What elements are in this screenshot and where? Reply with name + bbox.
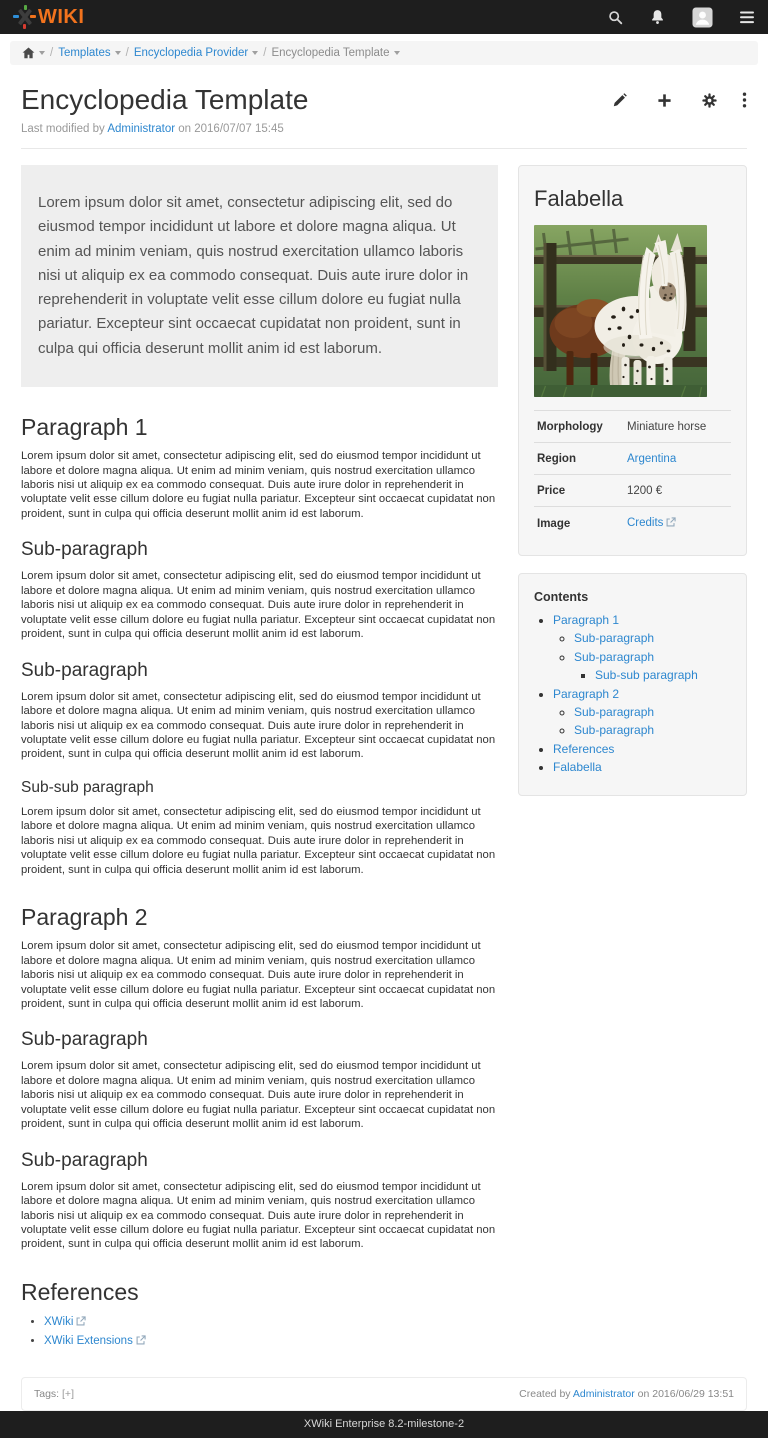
created-user-link[interactable]: Administrator xyxy=(572,1387,635,1400)
xwiki-logo-text: WIKI xyxy=(38,6,85,28)
external-link-icon xyxy=(666,518,676,530)
breadcrumb-separator: / xyxy=(263,47,267,59)
list-item xyxy=(44,1315,498,1331)
list-item xyxy=(553,687,731,738)
breadcrumb xyxy=(10,41,758,65)
section-paragraph-2 xyxy=(21,904,498,1011)
toc-list xyxy=(534,613,731,775)
toc-link-falabella[interactable]: Falabella xyxy=(553,760,602,775)
toc-link-sub-paragraph[interactable]: Sub-paragraph xyxy=(574,649,655,664)
tags-line xyxy=(34,1388,74,1400)
row-label: Region xyxy=(537,453,576,465)
falabella-infobox xyxy=(518,165,747,556)
table-row xyxy=(534,410,731,442)
list-item xyxy=(574,723,731,737)
xwiki-logo-x-icon xyxy=(13,5,37,29)
reference-link-xwiki[interactable]: XWiki xyxy=(44,1315,74,1328)
document-body xyxy=(21,165,498,1353)
last-modified-line xyxy=(21,123,747,135)
section-heading: Sub-sub paragraph xyxy=(21,778,154,796)
table-row xyxy=(534,506,731,539)
section-heading: Sub-paragraph xyxy=(21,1149,148,1171)
xwiki-logo[interactable] xyxy=(13,5,84,29)
section-heading: Sub-paragraph xyxy=(21,539,148,561)
breadcrumb-item-encyclopedia-provider[interactable]: Encyclopedia Provider xyxy=(133,47,249,59)
main-content xyxy=(0,65,768,1411)
toc-link-sub-paragraph[interactable]: Sub-paragraph xyxy=(574,704,655,719)
section-references xyxy=(21,1279,498,1350)
section-heading: Sub-paragraph xyxy=(21,659,148,681)
breadcrumb-separator: / xyxy=(50,47,54,59)
row-label: Image xyxy=(537,517,571,530)
modified-suffix: on 2016/07/07 15:45 xyxy=(175,123,284,135)
created-suffix: on 2016/06/29 13:51 xyxy=(634,1387,734,1400)
list-item xyxy=(574,631,731,645)
list-item xyxy=(553,742,731,756)
breadcrumb-item-encyclopedia-template: Encyclopedia Template xyxy=(271,47,390,59)
add-tag-button[interactable]: [+] xyxy=(62,1387,74,1400)
section-text: Lorem ipsum dolor sit amet, consectetur adipiscing elit, sed do eiusmod tempor incididunt ut labore et dolore magna aliqua. Ut enim ad minim veniam, quis nostrud exercitation ullamco laboris nisi ut aliquip ex ea commodo consequat. Duis aute irure dolor in reprehenderit in voluptate velit esse cillum dolore eu fugiat nulla pariatur. Excepteur sint occaecat cupidatat non proident, sunt in culpa qui officia deserunt mollit anim id est laborum. xyxy=(21,940,496,1010)
section-sub-sub-paragraph xyxy=(21,779,498,877)
created-prefix: Created by xyxy=(519,1387,573,1400)
breadcrumb-separator: / xyxy=(125,47,129,59)
created-line xyxy=(519,1388,734,1400)
notifications-bell-icon[interactable] xyxy=(650,9,665,25)
caret-down-icon[interactable] xyxy=(394,51,400,55)
section-text: Lorem ipsum dolor sit amet, consectetur adipiscing elit, sed do eiusmod tempor incididunt ut labore et dolore magna aliqua. Ut enim ad minim veniam, quis nostrud exercitation ullamco laboris nisi ut aliquip ex ea commodo consequat. Duis aute irure dolor in reprehenderit in voluptate velit esse cillum dolore eu fugiat nulla pariatur. Excepteur sint occaecat cupidatat non proident, sunt in culpa qui officia deserunt mollit anim id est laborum. xyxy=(21,1180,496,1251)
toc-link-references[interactable]: References xyxy=(553,741,615,756)
credits-link[interactable]: Credits xyxy=(627,517,664,529)
toc-link-paragraph-2[interactable]: Paragraph 2 xyxy=(553,686,620,701)
list-item xyxy=(44,1334,498,1350)
caret-down-icon[interactable] xyxy=(252,51,258,55)
caret-down-icon[interactable] xyxy=(115,51,121,55)
section-text: Lorem ipsum dolor sit amet, consectetur adipiscing elit, sed do eiusmod tempor incididunt ut labore et dolore magna aliqua. Ut enim ad minim veniam, quis nostrud exercitation ullamco laboris nisi ut aliquip ex ea commodo consequat. Duis aute irure dolor in reprehenderit in voluptate velit esse cillum dolore eu fugiat nulla pariatur. Excepteur sint occaecat cupidatat non proident, sunt in culpa qui officia deserunt mollit anim id est laborum. xyxy=(21,570,496,641)
section-heading: Paragraph 1 xyxy=(21,414,148,441)
modified-prefix: Last modified by xyxy=(21,123,108,135)
section-sub-paragraph xyxy=(21,1150,498,1252)
section-text: Lorem ipsum dolor sit amet, consectetur adipiscing elit, sed do eiusmod tempor incididunt ut labore et dolore magna aliqua. Ut enim ad minim veniam, quis nostrud exercitation ullamco laboris nisi ut aliquip ex ea commodo consequat. Duis aute irure dolor in reprehenderit in voluptate velit esse cillum dolore eu fugiat nulla pariatur. Excepteur sint occaecat cupidatat non proident, sunt in culpa qui officia deserunt mollit anim id est laborum. xyxy=(21,1060,496,1131)
hamburger-menu-icon[interactable] xyxy=(740,11,755,24)
lead-paragraph: Lorem ipsum dolor sit amet, consectetur adipiscing elit, sed do eiusmod tempor incididunt ut labore et dolore magna aliqua. Ut enim ad minim veniam, quis nostrud exercitation ullamco laboris nisi ut aliquip ex ea commodo consequat. Duis aute irure dolor in reprehenderit in voluptate velit esse cillum dolore eu fugiat nulla pariatur. Excepteur sint occaecat cupidatat non proident, sunt in culpa qui officia deserunt mollit anim id est laborum. xyxy=(21,165,498,387)
row-value: Miniature horse xyxy=(627,421,707,433)
title-divider xyxy=(21,148,747,149)
references-list xyxy=(21,1315,498,1350)
more-options-icon[interactable] xyxy=(742,92,747,108)
list-item xyxy=(553,760,731,774)
version-bar: XWiki Enterprise 8.2-milestone-2 xyxy=(0,1411,768,1438)
list-item xyxy=(553,613,731,683)
tags-label: Tags: xyxy=(34,1387,63,1400)
toc-link-sub-paragraph[interactable]: Sub-paragraph xyxy=(574,631,655,646)
external-link-icon xyxy=(76,1317,86,1329)
section-paragraph-1 xyxy=(21,414,498,521)
toc-link-paragraph-1[interactable]: Paragraph 1 xyxy=(553,613,620,627)
contents-heading: Contents xyxy=(534,590,589,604)
references-heading: References xyxy=(21,1278,139,1305)
document-footer xyxy=(21,1377,747,1411)
section-heading: Sub-paragraph xyxy=(21,1029,148,1051)
list-item xyxy=(574,650,731,683)
home-icon[interactable] xyxy=(22,47,35,59)
falabella-horse-photo[interactable] xyxy=(534,225,707,397)
page-actions xyxy=(612,92,747,108)
page-title: Encyclopedia Template xyxy=(21,84,309,115)
breadcrumb-item-templates[interactable]: Templates xyxy=(58,47,111,59)
edit-icon[interactable] xyxy=(612,93,627,108)
external-link-icon xyxy=(136,1336,146,1348)
table-row xyxy=(534,474,731,506)
list-item xyxy=(574,705,731,719)
caret-down-icon[interactable] xyxy=(39,51,45,55)
reference-link-xwiki-extensions[interactable]: XWiki Extensions xyxy=(44,1334,133,1347)
search-icon[interactable] xyxy=(608,10,623,25)
toc-link-sub-paragraph[interactable]: Sub-paragraph xyxy=(574,723,655,738)
row-label: Price xyxy=(537,485,566,497)
section-sub-paragraph xyxy=(21,539,498,641)
section-sub-paragraph xyxy=(21,660,498,762)
section-text: Lorem ipsum dolor sit amet, consectetur adipiscing elit, sed do eiusmod tempor incididunt ut labore et dolore magna aliqua. Ut enim ad minim veniam, quis nostrud exercitation ullamco laboris nisi ut aliquip ex ea commodo consequat. Duis aute irure dolor in reprehenderit in voluptate velit esse cillum dolore eu fugiat nulla pariatur. Excepteur sint occaecat cupidatat non proident, sunt in culpa qui officia deserunt mollit anim id est laborum. xyxy=(21,450,496,520)
row-value: 1200 € xyxy=(627,485,663,497)
region-link[interactable]: Argentina xyxy=(627,453,677,465)
right-sidebar xyxy=(518,165,747,796)
section-text: Lorem ipsum dolor sit amet, consectetur adipiscing elit, sed do eiusmod tempor incididunt ut labore et dolore magna aliqua. Ut enim ad minim veniam, quis nostrud exercitation ullamco laboris nisi ut aliquip ex ea commodo consequat. Duis aute irure dolor in reprehenderit in voluptate velit esse cillum dolore eu fugiat nulla pariatur. Excepteur sint occaecat cupidatat non proident, sunt in culpa qui officia deserunt mollit anim id est laborum. xyxy=(21,805,496,876)
top-navbar xyxy=(0,0,768,34)
add-icon[interactable] xyxy=(657,93,672,108)
settings-gear-icon[interactable] xyxy=(702,93,717,108)
infobox-table xyxy=(534,410,731,539)
user-avatar[interactable] xyxy=(692,7,713,28)
infobox-title: Falabella xyxy=(534,186,624,211)
toc-link-sub-sub-paragraph[interactable]: Sub-sub paragraph xyxy=(595,668,698,683)
contents-panel xyxy=(518,573,747,796)
section-heading: Paragraph 2 xyxy=(21,904,148,931)
table-row xyxy=(534,442,731,474)
section-text: Lorem ipsum dolor sit amet, consectetur adipiscing elit, sed do eiusmod tempor incididunt ut labore et dolore magna aliqua. Ut enim ad minim veniam, quis nostrud exercitation ullamco laboris nisi ut aliquip ex ea commodo consequat. Duis aute irure dolor in reprehenderit in voluptate velit esse cillum dolore eu fugiat nulla pariatur. Excepteur sint occaecat cupidatat non proident, sunt in culpa qui officia deserunt mollit anim id est laborum. xyxy=(21,690,496,761)
list-item xyxy=(595,668,731,682)
modified-user-link[interactable]: Administrator xyxy=(107,123,176,135)
row-label: Morphology xyxy=(537,421,603,433)
section-sub-paragraph xyxy=(21,1029,498,1131)
